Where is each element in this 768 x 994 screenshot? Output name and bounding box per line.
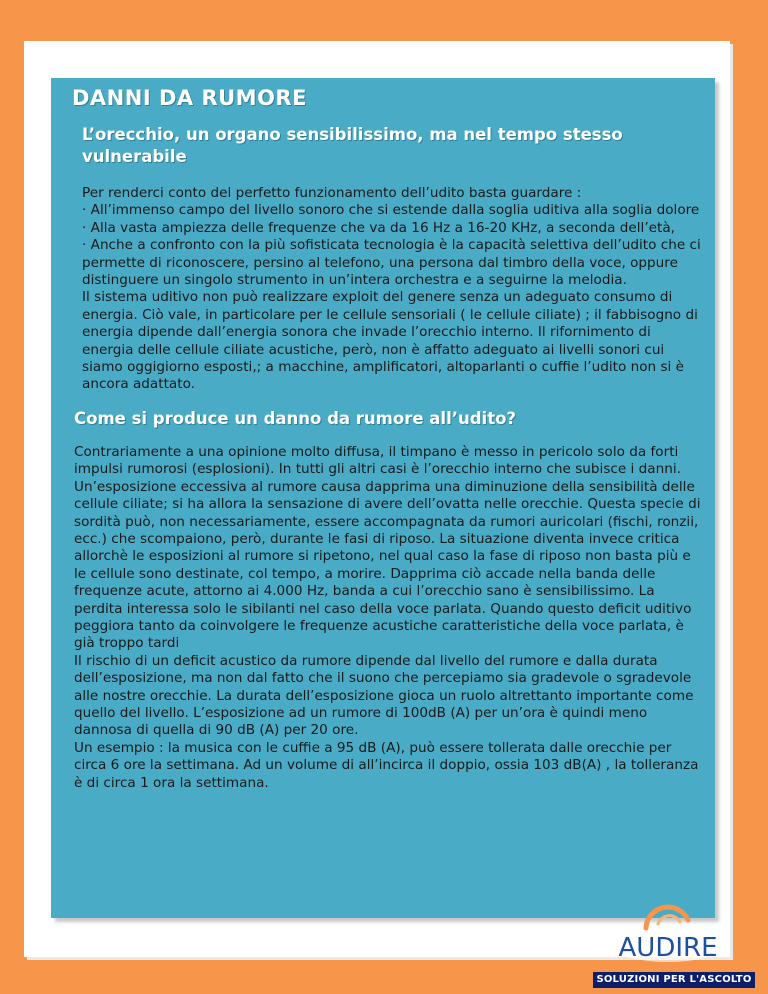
page-title: DANNI DA RUMORE [72, 86, 307, 110]
logo-tagline: SOLUZIONI PER L'ASCOLTO [593, 972, 755, 988]
paragraph: Contrariamente a una opinione molto diffusa, il timpano è messo in pericolo solo da forti impulsi rumorosi (esplosioni). In tutti gli altri casi è l’orecchio interno che subisce i danni. Un’esposizione eccessiva al rumore causa dapprima una diminuzione della sensibilità delle cellule ciliate; si ha allora la sensazione di avere dell’ovatta nelle orecchie. Questa specie di sordità può, non necessariamente, essere accompagnata da rumori auricolari (fischi, ronzii, ecc.) che scompaiono, però, durante le fasi di riposo. La situazione diventa invece critica allorchè le esposizioni al rumore si ripetono, nel qual caso la fase di riposo non basta più e le cellule sono destinate, col tempo, a morire. Dapprima ciò accade nella banda delle frequenze acute, attorno ai 4.000 Hz, banda a cui l’orecchio sano è sensibilissimo. La perdita interessa solo le sibilanti nel caso della voce parlata. Quando questo deficit uditivo peggiora tanto da coinvolgere le frequenze acustiche caratteristiche della voce parlata, è già troppo tardi [74, 443, 701, 652]
paragraph: Il rischio di un deficit acustico da rumore dipende dal livello del rumore e dalla durata dell’esposizione, ma non dal fatto che il suono che percepiamo sia gradevole o sgradevole alle nostre orecchie. La durata dell’esposizione gioca un ruolo altrettanto importante come quello del livello. L’esposizione ad un rumore di 100dB (A) per un’ora è quindi meno dannosa di quella di 90 dB (A) per 20 ore. [74, 652, 694, 739]
paragraph: · All’immenso campo del livello sonoro che si estende dalla soglia uditiva alla soglia dolore [82, 202, 700, 219]
paragraph: · Anche a confronto con la più sofisticata tecnologia è la capacità selettiva dell’udito che ci permette di riconoscere, persino al telefono, una persona dal timbro della voce, oppure distinguere un singolo strumento in un’intera orchestra e a seguirne la melodia. [82, 237, 701, 289]
paragraph: Per renderci conto del perfetto funzionamento dell’udito basta guardare : [82, 185, 582, 201]
paragraph: Un esempio : la musica con le cuffie a 95 dB (A), può essere tollerata dalle orecchie per circa 6 ore la settimana. Ad un volume di all’incirca il doppio, ossia 103 dB(A) , la tolleranza è di circa 1 ora la settimana. [74, 739, 699, 791]
audire-logo-icon [608, 900, 732, 964]
section-heading: Come si produce un danno da rumore all’udito? [74, 408, 517, 428]
damage-section [74, 444, 702, 792]
page-subtitle: L’orecchio, un organo sensibilissimo, ma nel tempo stesso vulnerabile [82, 125, 623, 166]
document-content [72, 84, 702, 792]
paragraph: Il sistema uditivo non può realizzare exploit del genere senza un adeguato consumo di energia. Ciò vale, in particolare per le cellule sensoriali ( le cellule ciliate) ; il fabbisogno di energia dipende dall’energia sonora che invade l’orecchio interno. Il rifornimento di energia delle cellule ciliate acustiche, però, non è affatto adeguato ai livelli sonori cui siamo oggigiorno esposti,; a macchine, amplificatori, altoparlanti o cuffie l’udito non si è ancora adattato. [82, 289, 698, 393]
logo-text: AUDIRE [618, 933, 718, 963]
audire-logo [608, 900, 732, 964]
intro-section [82, 185, 702, 394]
paragraph: · Alla vasta ampiezza delle frequenze che va da 16 Hz a 16-20 KHz, a seconda dell’età, [82, 219, 675, 236]
